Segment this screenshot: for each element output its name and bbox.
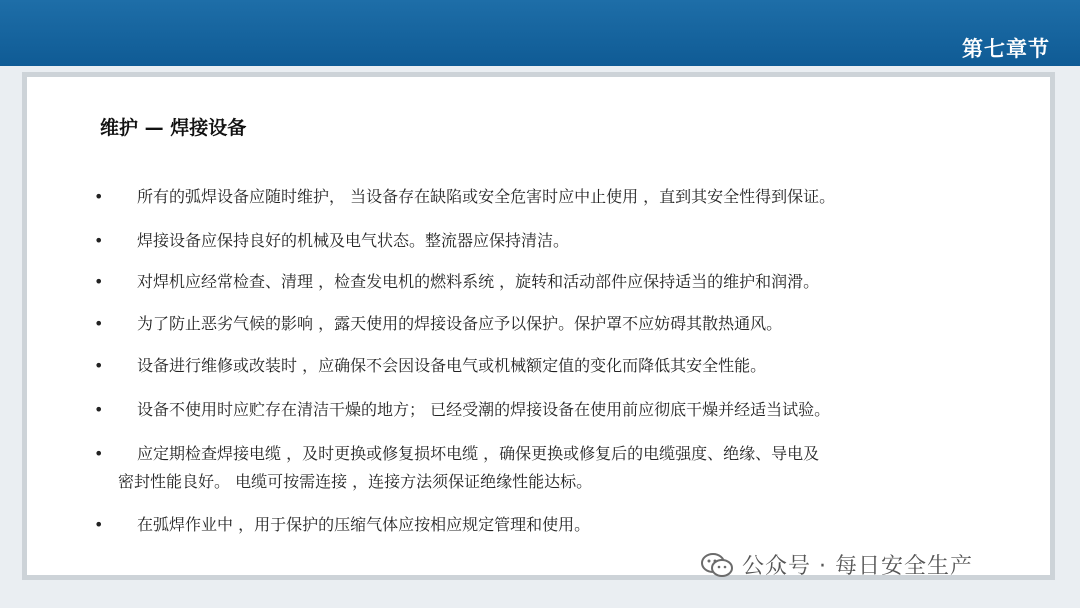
bullet-marker: • <box>94 515 104 534</box>
bullet-marker: • <box>94 314 104 333</box>
wechat-icon <box>700 551 734 579</box>
bullet-text-line-1: 应定期检查焊接电缆 ，及时更换或修复损坏电缆 ，确保更换或修复后的电缆强度、绝缘、导电及 <box>137 444 820 463</box>
header-bar <box>0 0 1080 66</box>
bullet-marker: • <box>94 444 104 463</box>
bullet-marker: • <box>94 187 104 206</box>
chapter-label: 第七章节 <box>962 37 1050 61</box>
section-title: 维护 — 焊接设备 <box>100 117 247 139</box>
bullet-text: 所有的弧焊设备应随时维护， 当设备存在缺陷或安全危害时应中止使用 ，直到其安全性得到保证。 <box>137 187 836 206</box>
bullet-text: 设备进行维修或改装时 ，应确保不会因设备电气或机械额定值的变化而降低其安全性能。 <box>137 356 767 375</box>
bullet-text: 对焊机应经常检查、清理 ，检查发电机的燃料系统 ，旋转和活动部件应保持适当的维护和润滑。 <box>137 272 820 291</box>
bullet-text: 焊接设备应保持良好的机械及电气状态。整流器应保持清洁。 <box>137 231 570 250</box>
bullet-marker: • <box>94 231 104 250</box>
bullet-marker: • <box>94 356 104 375</box>
content-frame <box>22 72 1055 580</box>
bullet-text: 设备不使用时应贮存在清洁干燥的地方； 已经受潮的焊接设备在使用前应彻底干燥并经适当试验。 <box>137 400 831 419</box>
bullet-marker: • <box>94 400 104 419</box>
bullet-marker: • <box>94 272 104 291</box>
bullet-text: 为了防止恶劣气候的影响 ，露天使用的焊接设备应予以保护。保护罩不应妨碍其散热通风。 <box>137 314 783 333</box>
watermark <box>700 549 973 580</box>
bullet-text-line-2: 密封性能良好。 电缆可按需连接 ，连接方法须保证绝缘性能达标。 <box>118 472 593 491</box>
bullet-text: 在弧焊作业中 ，用于保护的压缩气体应按相应规定管理和使用。 <box>137 515 591 534</box>
bullet-text <box>118 440 1017 496</box>
watermark-text: 公众号 · 每日安全生产 <box>742 554 973 579</box>
